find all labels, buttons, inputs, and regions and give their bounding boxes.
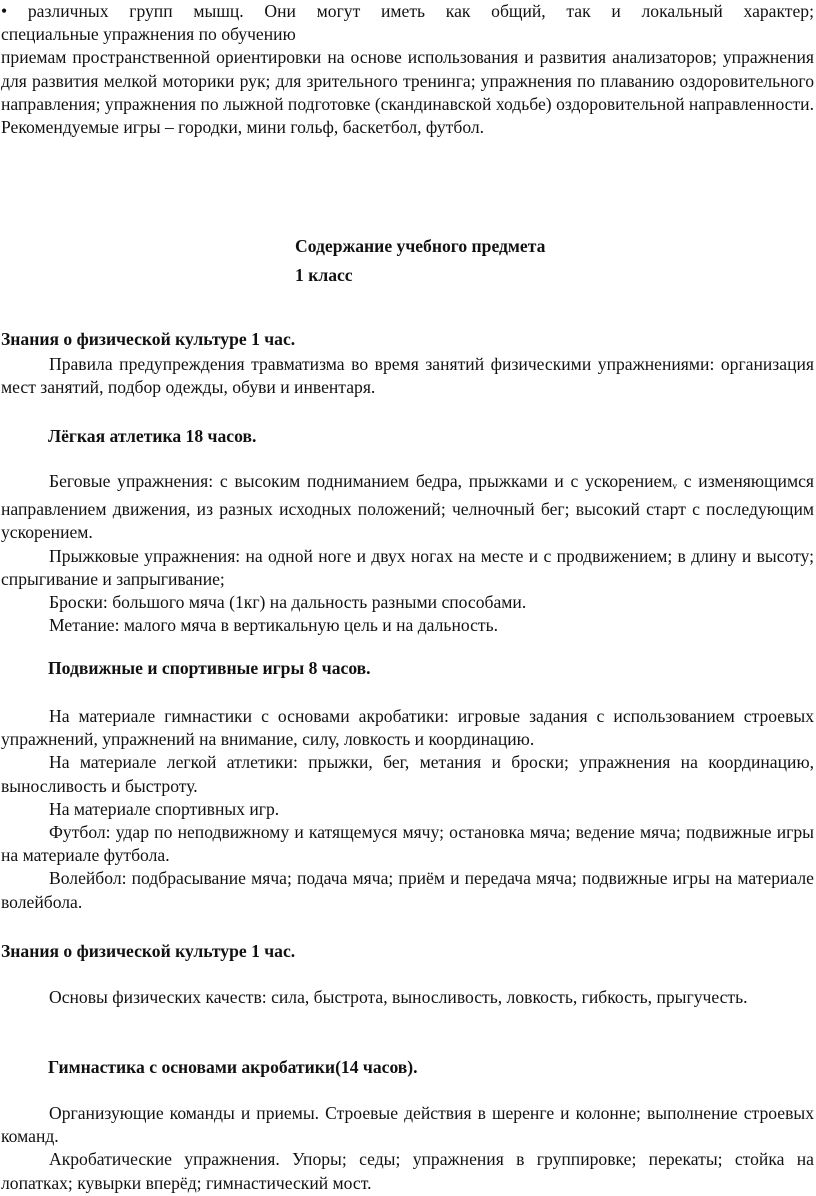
section-heading-knowledge: Знания о физической культуре 1 час. [1,329,296,349]
paragraph-throwing-small-ball: Метание: малого мяча в вертикальную цель и на дальность. [49,615,499,636]
intro-block [1,0,814,139]
paragraph-jumping: Прыжковые упражнения: на одной ноге и двух ногах на месте и с продвижением; в длину и высоту; спрыгивание и запрыгивание; [1,545,814,589]
section-gymnastics-body [1,1102,814,1195]
paragraph-gymnastics-games: На материале гимнастики с основами акробатики: игровые задания с использованием строевых упражнений, упражнений на внимание, силу, ловкость и координацию. [1,706,814,750]
paragraph-commands: Организующие команды и приемы. Строевые действия в шеренге и колонне; выполнение строевых команд. [1,1103,814,1147]
paragraph-volleyball: Волейбол: подбрасывание мяча; подача мяча; приём и передача мяча; подвижные игры на материале волейбола. [1,868,814,912]
section-knowledge-body [1,353,814,399]
section-title: Содержание учебного предмета [295,236,546,256]
paragraph: Правила предупреждения травматизма во время занятий физическими упражнениями: организация мест занятий, подбор одежды, обуви и инвентаря. [1,354,814,398]
intro-paragraph: приемам пространственной ориентировки на основе использования и развития анализаторов; упражнения для развития мелкой моторики рук; для зрительного тренинга; упражнения по плаванию оздоровительного направления; упражнения по лыжной подготовке (скандинавской ходьбе) оздоровительной направленности. Рекомендуемые игры – городки, мини гольф, баскетбол, футбол. [1,47,814,138]
paragraph-running-a: Беговые упражнения: с высоким подниманием бедра, прыжками и с ускорением [49,471,673,491]
section-heading-games: Подвижные и спортивные игры 8 часов. [48,658,371,678]
class-title: 1 класс [295,265,353,285]
subscript-mark: v [672,481,677,491]
intro-line-2: специальные упражнения по обучению [1,24,296,45]
paragraph-acrobatics: Акробатические упражнения. Упоры; седы; упражнения в группировке; перекаты; стойка на лопатках; кувырки вперёд; гимнастический мост. [1,1149,814,1193]
section-heading-gymnastics: Гимнастика с основами акробатики(14 часов). [48,1057,418,1077]
section-games-body [1,705,814,914]
intro-line-1: • различных групп мышц. Они могут иметь как общий, так и локальный характер; [1,1,814,21]
section-heading-knowledge-2: Знания о физической культуре 1 час. [1,941,296,961]
section-knowledge-2-body [1,986,814,1009]
paragraph: Основы физических качеств: сила, быстрота, выносливость, ловкость, гибкость, прыгучесть. [49,987,748,1007]
paragraph-football: Футбол: удар по неподвижному и катящемуся мячу; остановка мяча; ведение мяча; подвижные игры на материале футбола. [1,822,814,866]
paragraph-throwing: Броски: большого мяча (1кг) на дальность разными способами. [49,592,527,613]
paragraph-running [1,470,814,545]
paragraph-running-b: с изменяющимся направлением движения, из разных исходных положений; челночный бег; высокий старт с последующим ускорением. [1,471,814,543]
paragraph-athletics-games: На материале легкой атлетики: прыжки, бег, метания и броски; упражнения на координацию, выносливость и быстроту. [1,752,814,796]
paragraph-sport-games: На материале спортивных игр. [49,798,280,819]
section-heading-athletics: Лёгкая атлетика 18 часов. [48,426,257,446]
section-athletics-body [1,470,814,637]
